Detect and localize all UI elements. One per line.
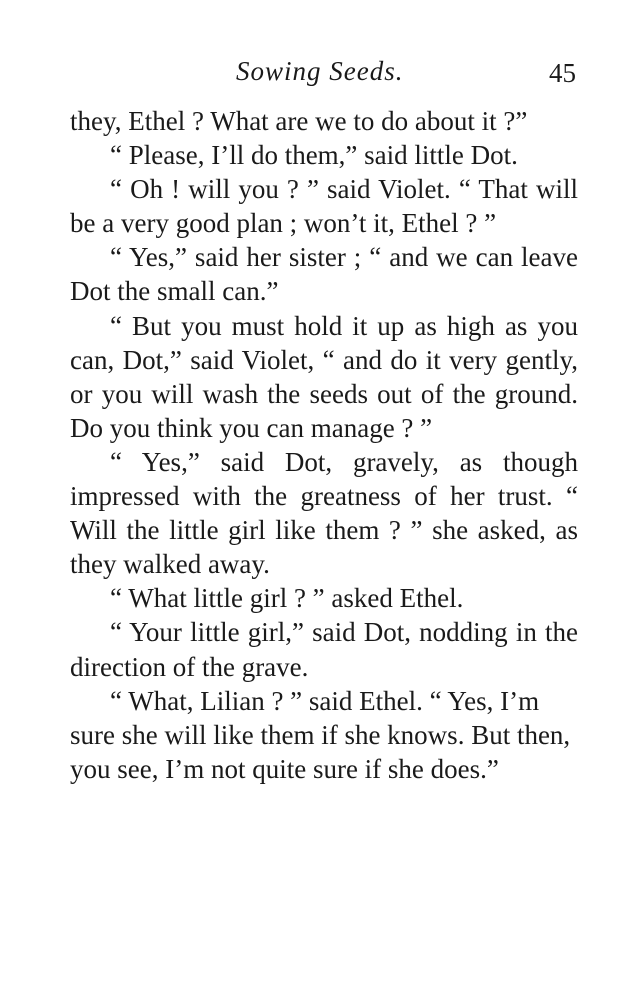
page-header <box>68 56 578 96</box>
paragraph: “ Oh ! will you ? ” said Violet. “ That will be a very good plan ; won’t it, Ethel ? ” <box>70 174 578 239</box>
paragraph: they, Ethel ? What are we to do about it ?” <box>70 106 528 136</box>
paragraph: “ Please, I’ll do them,” said little Dot. <box>110 140 518 171</box>
paragraph: “ Your little girl,” said Dot, nodding in the direction of the grave. <box>70 617 578 682</box>
paragraph: “ Yes,” said Dot, gravely, as though impressed with the greatness of her trust. “ Will the little girl like them ? ” she asked, as they walked away. <box>70 446 578 580</box>
paragraph: “ Yes,” said her sister ; “ and we can leave Dot the small can.” <box>70 242 578 307</box>
paragraph: “ What, Lilian ? ” said Ethel. “ Yes, I’m sure she will like them if she knows. But then, you see, I’m not quite sure if she does.” <box>70 685 571 784</box>
body-text <box>70 104 578 786</box>
running-title: Sowing Seeds. <box>236 56 404 86</box>
paragraph: “ What little girl ? ” asked Ethel. <box>110 583 464 614</box>
page-number: 45 <box>549 58 576 88</box>
paragraph: “ But you must hold it up as high as you can, Dot,” said Violet, “ and do it very gently, or you will wash the seeds out of the ground. Do you think you can manage ? ” <box>70 310 578 443</box>
